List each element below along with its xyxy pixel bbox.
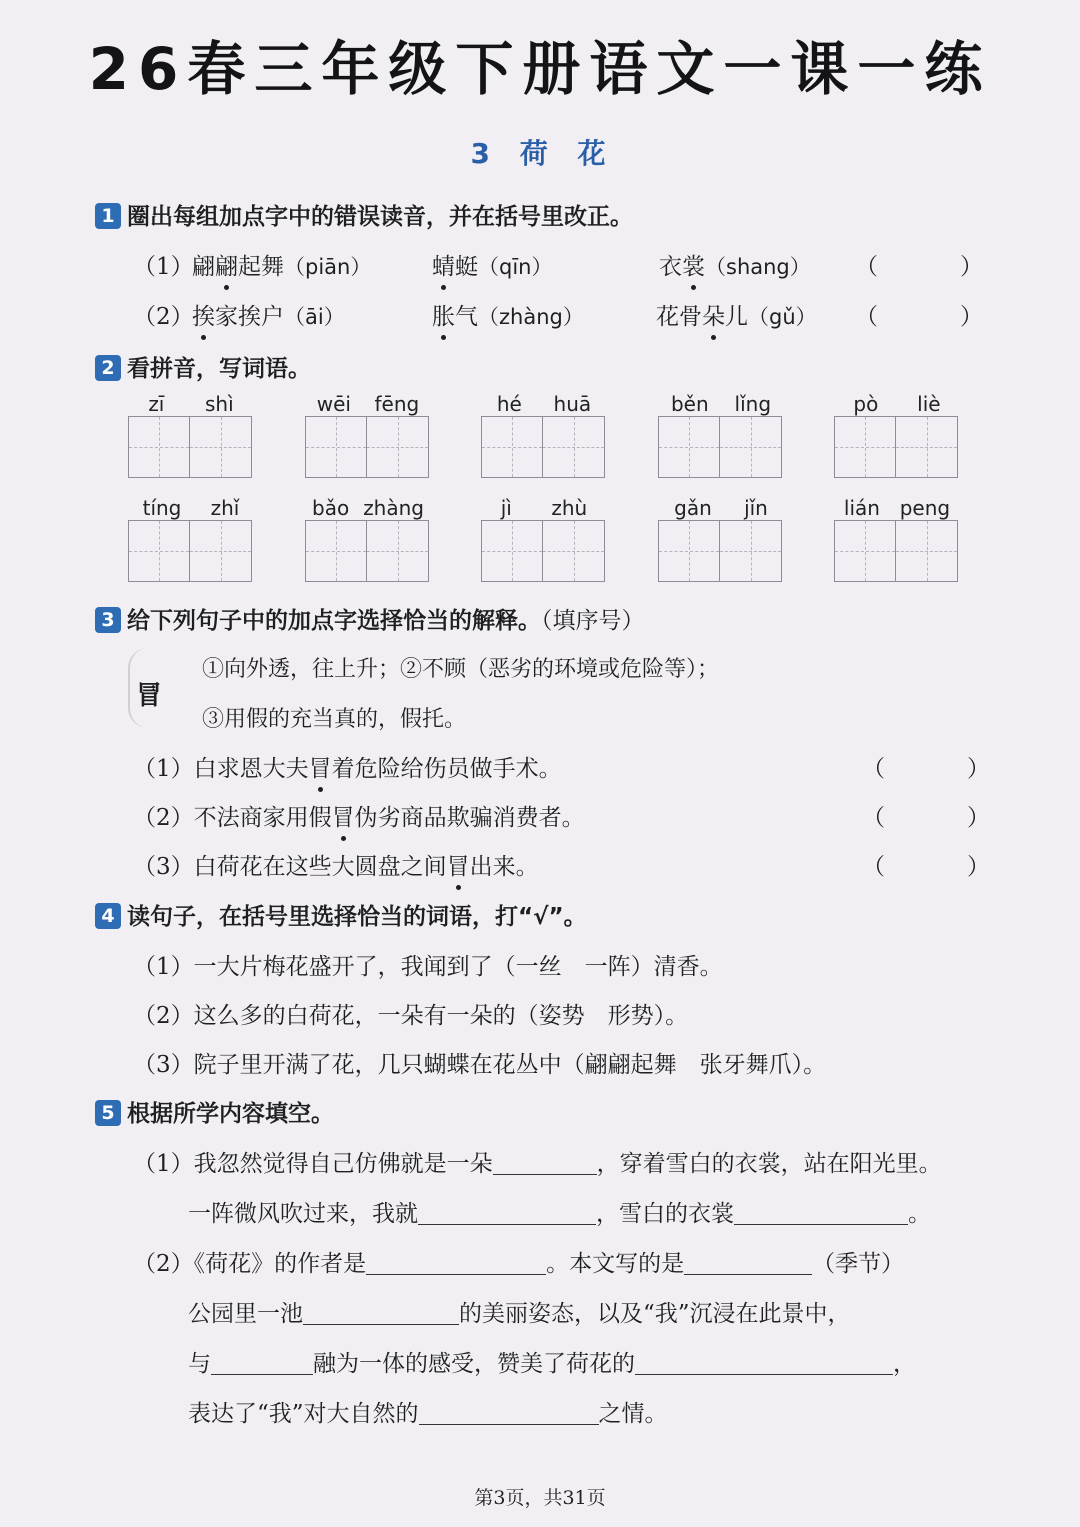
item-label: （1） xyxy=(133,254,194,280)
question-2-title: 看拼音，写词语。 xyxy=(127,356,311,382)
sentence-text: 。本文写的是 xyxy=(546,1251,685,1277)
question-3-heading xyxy=(95,602,645,635)
tian-writing-box[interactable] xyxy=(543,416,605,478)
q1-word xyxy=(656,298,817,331)
pinyin-text: （qīn） xyxy=(478,255,553,279)
pinyin-text: （shang） xyxy=(705,255,811,279)
tian-writing-box[interactable] xyxy=(834,520,896,582)
character: 家 xyxy=(215,304,238,330)
q5-line xyxy=(133,1145,942,1178)
question-number-badge: 1 xyxy=(95,203,121,229)
pinyin-syllable: liè xyxy=(917,392,941,416)
q5-line xyxy=(188,1345,916,1378)
sentence-text: 。 xyxy=(908,1201,931,1227)
word-text xyxy=(192,304,284,330)
page-title: 26春三年级下册语文一课一练 xyxy=(88,35,992,103)
tian-writing-box[interactable] xyxy=(305,520,367,582)
tian-writing-box[interactable] xyxy=(896,520,958,582)
question-4-heading xyxy=(95,898,587,931)
pinyin-syllable: bǎo xyxy=(312,496,350,520)
pinyin-label xyxy=(305,496,431,520)
pinyin-syllable: lǐng xyxy=(734,392,772,416)
question-2-heading xyxy=(95,350,311,383)
q4-item[interactable] xyxy=(133,1046,826,1079)
tian-writing-box[interactable] xyxy=(658,416,720,478)
sentence-text: 与 xyxy=(188,1351,211,1377)
dotted-character: 冒 xyxy=(332,799,355,832)
dotted-character: 蜻 xyxy=(432,248,455,281)
tian-writing-box[interactable] xyxy=(896,416,958,478)
character: 起 xyxy=(238,254,261,280)
tian-writing-box[interactable] xyxy=(367,520,429,582)
q5-line xyxy=(188,1295,851,1328)
fill-blank[interactable] xyxy=(419,1401,599,1425)
item-label: （2） xyxy=(133,805,194,831)
fill-blank[interactable] xyxy=(734,1201,908,1225)
answer-parentheses[interactable]: （ ） xyxy=(862,756,1002,782)
fill-blank[interactable] xyxy=(303,1301,459,1325)
sentence-text: 白荷花在这些大圆盘之间 xyxy=(193,854,447,880)
word-text xyxy=(192,254,284,280)
pinyin-syllable: jì xyxy=(500,496,512,520)
sentence-text: 着危险给伤员做手术。 xyxy=(331,756,562,782)
dotted-character: 翩 xyxy=(215,248,238,281)
fill-blank[interactable] xyxy=(366,1251,546,1275)
pinyin-syllable: huā xyxy=(553,392,592,416)
item-label: （3） xyxy=(133,854,194,880)
pinyin-label xyxy=(834,496,960,520)
q1-word xyxy=(192,298,345,331)
sentence-text: 白求恩大夫 xyxy=(193,756,309,782)
character: 儿 xyxy=(725,304,748,330)
pinyin-text: （zhàng） xyxy=(478,305,584,329)
sentence-text: 的美丽姿态，以及“我”沉浸在此景中， xyxy=(459,1301,851,1327)
sentence-text: 《荷花》的作者是 xyxy=(193,1251,367,1277)
sentence-text: 这么多的白荷花，一朵有一朵的（姿势 形势）。 xyxy=(193,1003,689,1029)
item-label: （3） xyxy=(133,1052,194,1078)
pinyin-text: （piān） xyxy=(284,255,372,279)
question-5-heading xyxy=(95,1095,334,1128)
tian-writing-box[interactable] xyxy=(720,520,782,582)
item-label: （1） xyxy=(133,954,194,980)
definition-line-1: ①向外透，往上升；②不顾（恶劣的环境或危险等）； xyxy=(202,657,720,682)
item-label: （2） xyxy=(133,1003,194,1029)
item-label: （1） xyxy=(133,756,194,782)
character: 翩 xyxy=(192,254,215,280)
pinyin-syllable: shì xyxy=(205,392,234,416)
item-label: （2） xyxy=(133,1251,194,1277)
dotted-character: 冒 xyxy=(447,848,470,881)
dotted-character: 胀 xyxy=(432,298,455,331)
character: 骨 xyxy=(679,304,702,330)
dotted-character: 挨 xyxy=(192,298,215,331)
tian-writing-box[interactable] xyxy=(190,520,252,582)
tian-writing-box[interactable] xyxy=(481,416,543,478)
pinyin-label xyxy=(305,392,431,416)
sentence-text: 院子里开满了花，几只蝴蝶在花丛中（翩翩起舞 张牙舞爪）。 xyxy=(193,1052,827,1078)
pinyin-syllable: hé xyxy=(496,392,522,416)
item-label: （1） xyxy=(133,1151,194,1177)
sentence-text: ，雪白的衣裳 xyxy=(596,1201,734,1227)
word-text xyxy=(659,254,705,280)
question-number-badge: 4 xyxy=(95,903,121,929)
sentence-text: 一大片梅花盛开了，我闻到了（一丝 一阵）清香。 xyxy=(193,954,723,980)
pinyin-label xyxy=(128,392,254,416)
sentence-text: 出来。 xyxy=(469,854,539,880)
fill-blank[interactable] xyxy=(418,1201,596,1225)
fill-blank[interactable] xyxy=(635,1351,893,1375)
dotted-character: 朵 xyxy=(702,298,725,331)
pinyin-label xyxy=(658,392,784,416)
dotted-character: 冒 xyxy=(309,750,332,783)
word-text xyxy=(432,254,478,280)
character: 气 xyxy=(455,304,478,330)
tian-writing-box[interactable] xyxy=(720,416,782,478)
pinyin-syllable: tíng xyxy=(142,496,182,520)
sentence-text: 我忽然觉得自己仿佛就是一朵 xyxy=(193,1151,493,1177)
answer-parentheses[interactable]: （ ） xyxy=(862,805,1002,831)
q4-item[interactable] xyxy=(133,948,723,981)
q1-row-1 xyxy=(133,248,194,281)
question-number-badge: 3 xyxy=(95,607,121,633)
answer-parentheses[interactable]: （ ） xyxy=(855,254,995,280)
sentence-text: 伪劣商品欺骗消费者。 xyxy=(354,805,585,831)
sentence-text: ，穿着雪白的衣裳，站在阳光里。 xyxy=(596,1151,942,1177)
question-1-title: 圈出每组加点字中的错误读音，并在括号里改正。 xyxy=(127,204,633,230)
defined-character: 冒 xyxy=(136,681,163,711)
pinyin-syllable: zhǐ xyxy=(210,496,240,520)
pinyin-syllable: zhù xyxy=(551,496,588,520)
sentence-text: 融为一体的感受，赞美了荷花的 xyxy=(313,1351,635,1377)
question-number-badge: 5 xyxy=(95,1100,121,1126)
q1-word xyxy=(659,248,811,281)
pinyin-syllable: pò xyxy=(853,392,879,416)
pinyin-label xyxy=(128,496,254,520)
pinyin-label xyxy=(658,496,784,520)
pinyin-text: （gǔ） xyxy=(748,305,817,329)
q1-row-2 xyxy=(133,298,194,331)
page-footer: 第3页，共31页 xyxy=(474,1487,606,1509)
question-3-note: （填序号） xyxy=(541,608,645,634)
word-text xyxy=(656,304,748,330)
tian-writing-box[interactable] xyxy=(543,520,605,582)
answer-parentheses[interactable]: （ ） xyxy=(862,854,1002,880)
q1-word xyxy=(432,248,552,281)
tian-writing-box[interactable] xyxy=(658,520,720,582)
pinyin-syllable: wēi xyxy=(316,392,351,416)
tian-writing-box[interactable] xyxy=(481,520,543,582)
question-3-title: 给下列句子中的加点字选择恰当的解释。 xyxy=(127,608,541,634)
fill-blank[interactable] xyxy=(211,1351,313,1375)
q3-item xyxy=(133,799,585,832)
pinyin-syllable: peng xyxy=(899,496,951,520)
pinyin-syllable: zhàng xyxy=(363,496,424,520)
dotted-character: 裳 xyxy=(682,248,705,281)
character: 挨 xyxy=(238,304,261,330)
pinyin-label xyxy=(481,496,607,520)
q5-line xyxy=(188,1195,931,1228)
question-5-title: 根据所学内容填空。 xyxy=(127,1101,334,1127)
character: 舞 xyxy=(261,254,284,280)
pinyin-syllable: lián xyxy=(843,496,880,520)
sentence-text: 之情。 xyxy=(598,1401,668,1427)
item-label: （2） xyxy=(133,304,194,330)
q1-word xyxy=(192,248,371,281)
lesson-title: 3 荷 花 xyxy=(470,137,610,170)
character: 花 xyxy=(656,304,679,330)
character: 户 xyxy=(261,304,284,330)
sentence-text: （季节） xyxy=(812,1251,905,1277)
tian-writing-box[interactable] xyxy=(190,416,252,478)
question-number-badge: 2 xyxy=(95,355,121,381)
pinyin-syllable: jǐn xyxy=(744,496,768,520)
q5-line xyxy=(133,1245,904,1278)
pinyin-syllable: běn xyxy=(670,392,709,416)
sentence-text: ， xyxy=(893,1351,916,1377)
fill-blank[interactable] xyxy=(493,1151,597,1175)
tian-writing-box[interactable] xyxy=(367,416,429,478)
sentence-text: 公园里一池 xyxy=(188,1301,303,1327)
pinyin-syllable: zī xyxy=(148,392,165,416)
q4-item[interactable] xyxy=(133,997,688,1030)
q1-word xyxy=(432,298,584,331)
tian-writing-box[interactable] xyxy=(834,416,896,478)
tian-writing-box[interactable] xyxy=(128,416,190,478)
sentence-text: 一阵微风吹过来，我就 xyxy=(188,1201,418,1227)
q5-line xyxy=(188,1395,668,1428)
question-1-heading xyxy=(95,198,633,231)
word-text xyxy=(432,304,478,330)
tian-writing-box[interactable] xyxy=(128,520,190,582)
sentence-text: 不法商家用假 xyxy=(193,805,332,831)
pinyin-label xyxy=(481,392,607,416)
question-4-title: 读句子，在括号里选择恰当的词语，打“√”。 xyxy=(127,904,587,930)
fill-blank[interactable] xyxy=(684,1251,812,1275)
pinyin-syllable: gǎn xyxy=(674,496,712,520)
pinyin-text: （āi） xyxy=(284,305,345,329)
answer-parentheses[interactable]: （ ） xyxy=(855,304,995,330)
character: 蜓 xyxy=(455,254,478,280)
pinyin-syllable: fēng xyxy=(374,392,420,416)
q3-item xyxy=(133,750,562,783)
definition-line-2: ③用假的充当真的，假托。 xyxy=(202,707,467,732)
pinyin-label xyxy=(834,392,960,416)
sentence-text: 表达了“我”对大自然的 xyxy=(188,1401,419,1427)
tian-writing-box[interactable] xyxy=(305,416,367,478)
q3-item xyxy=(133,848,539,881)
character: 衣 xyxy=(659,254,682,280)
